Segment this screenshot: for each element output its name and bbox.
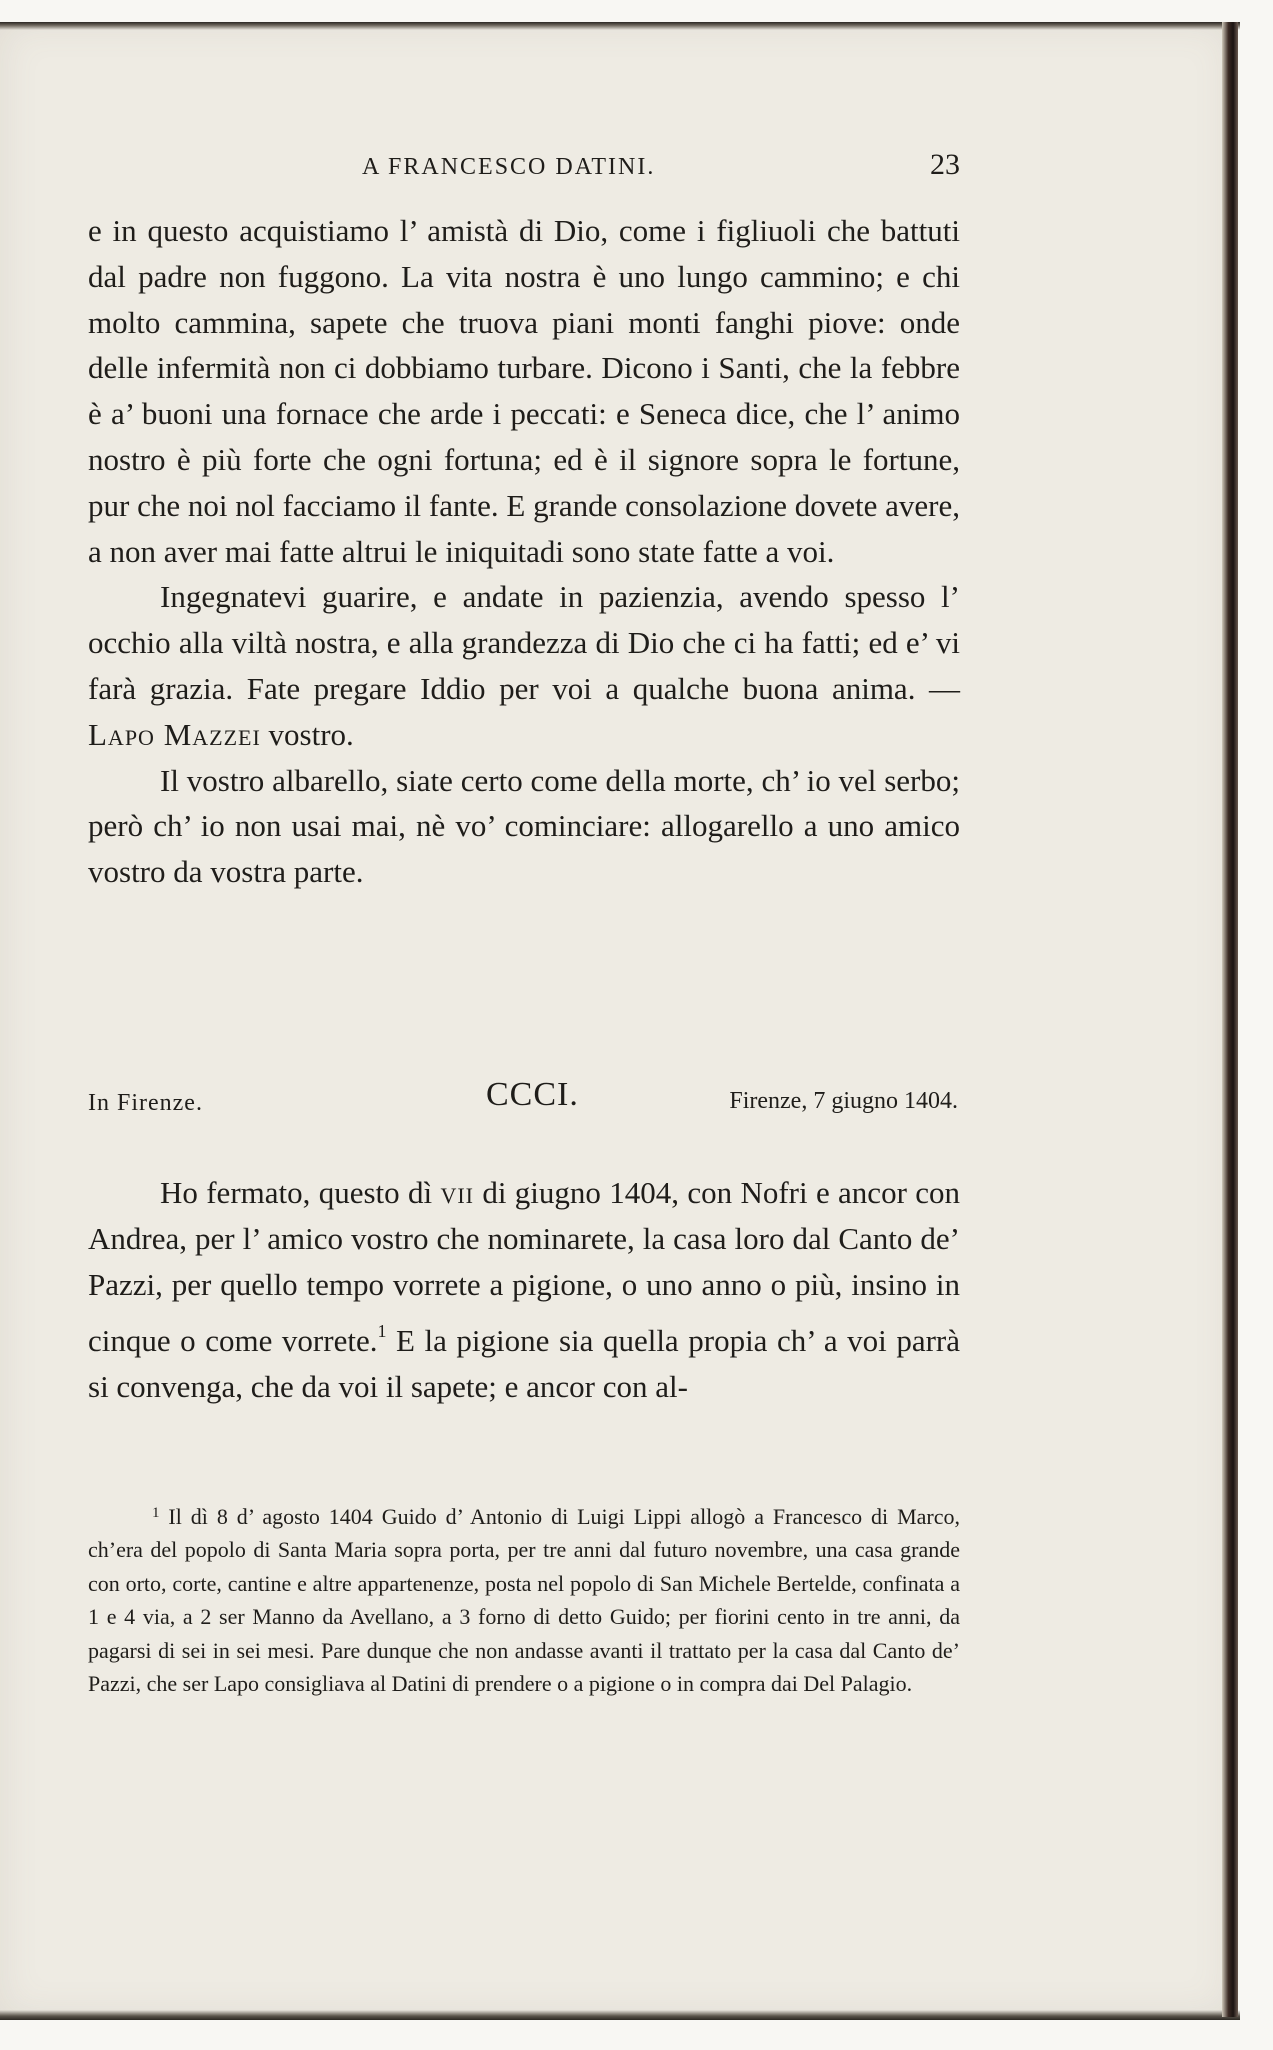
letter-text-main: di giugno 1404, con Nofri e ancor con Andrea, per l’ amico vostro che nominarete, la casa loro dal Canto de’ Pazzi, per quello tempo vorrete a pigione, o uno anno o più, insino in cinque o come vorrete.: [88, 1175, 960, 1358]
page-bottom-edge: [0, 2010, 1240, 2020]
letter-heading: [88, 1076, 960, 1126]
page-top-edge: [0, 22, 1240, 30]
letter-body: [88, 1170, 960, 1410]
letter-text-start: Ho fermato, questo dì: [160, 1175, 441, 1210]
signature: Lapo Mazzei: [88, 716, 261, 752]
page-number: 23: [930, 148, 960, 181]
page-header: [0, 148, 1232, 188]
footnote-text: Il dì 8 d’ agosto 1404 Guido d’ Antonio di Luigi Lippi allogò a Francesco di Marco, ch’era del popolo di Santa Maria sopra porta, per tre anni dal futuro novembre, una casa grande con orto, corte, cantine e altre appartenenze, posta nel popolo di San Michele Bertelde, confinata a 1 e 4 via, a 2 ser Manno da Avellano, a 3 forno di detto Guido; per fiorini cento in tre anni, da pagarsi di sei in sei mesi. Pare dunque che non andasse avanti il trattato per la casa dal Canto de’ Pazzi, che ser Lapo consigliava al Datini di prendere o a pigione o in compra dai Del Palagio.: [88, 1504, 960, 1697]
letter-number: CCCI.: [486, 1076, 579, 1113]
place-date: Firenze, 7 giugno 1404.: [729, 1088, 958, 1114]
footnote-marker: 1: [152, 1505, 160, 1521]
footnote-reference: 1: [377, 1321, 387, 1341]
paragraph-2-end: vostro.: [260, 716, 354, 752]
paragraph-3: Il vostro albarello, siate certo come della morte, ch’ io vel serbo; però ch’ io non usai mai, nè vo’ cominciare: allogarello a uno amico vostro da vostra parte.: [88, 762, 960, 890]
letter-text-end: E la pigione sia quella propia ch’ a voi parrà si convenga, che da voi il sapete; e ancor con al-: [88, 1323, 960, 1404]
recipient: In Firenze.: [88, 1090, 203, 1116]
letter-continuation: [88, 208, 960, 895]
paragraph-2-text: Ingegnatevi guarire, e andate in pazienzia, avendo spesso l’ occhio alla viltà nostra, e alla grandezza di Dio che ci ha fatti; ed e’ vi farà grazia. Fate pregare Iddio per voi a qualche buona anima. —: [88, 579, 960, 706]
paragraph-2: [88, 574, 960, 757]
book-spine: [1222, 22, 1238, 2017]
footnote: [88, 1497, 960, 1700]
letter-paragraph: [88, 1170, 960, 1410]
day-numeral: vii: [440, 1175, 474, 1210]
running-title: A FRANCESCO DATINI.: [362, 154, 656, 180]
footnote-paragraph: [88, 1497, 960, 1700]
paragraph-1: e in questo acquistiamo l’ amistà di Dio, come i figliuoli che battuti dal padre non fuggono. La vita nostra è uno lungo cammino; e chi molto cammina, sapete che truova piani monti fanghi piove: onde delle infermità non ci dobbiamo turbare. Dicono i Santi, che la febbre è a’ buoni una fornace che arde i peccati: e Seneca dice, che l’ animo nostro è più forte che ogni fortuna; ed è il signore sopra le fortune, pur che noi nol facciamo il fante. E grande consolazione dovete avere, a non aver mai fatte altrui le iniquitadi sono state fatte a voi.: [88, 213, 960, 569]
